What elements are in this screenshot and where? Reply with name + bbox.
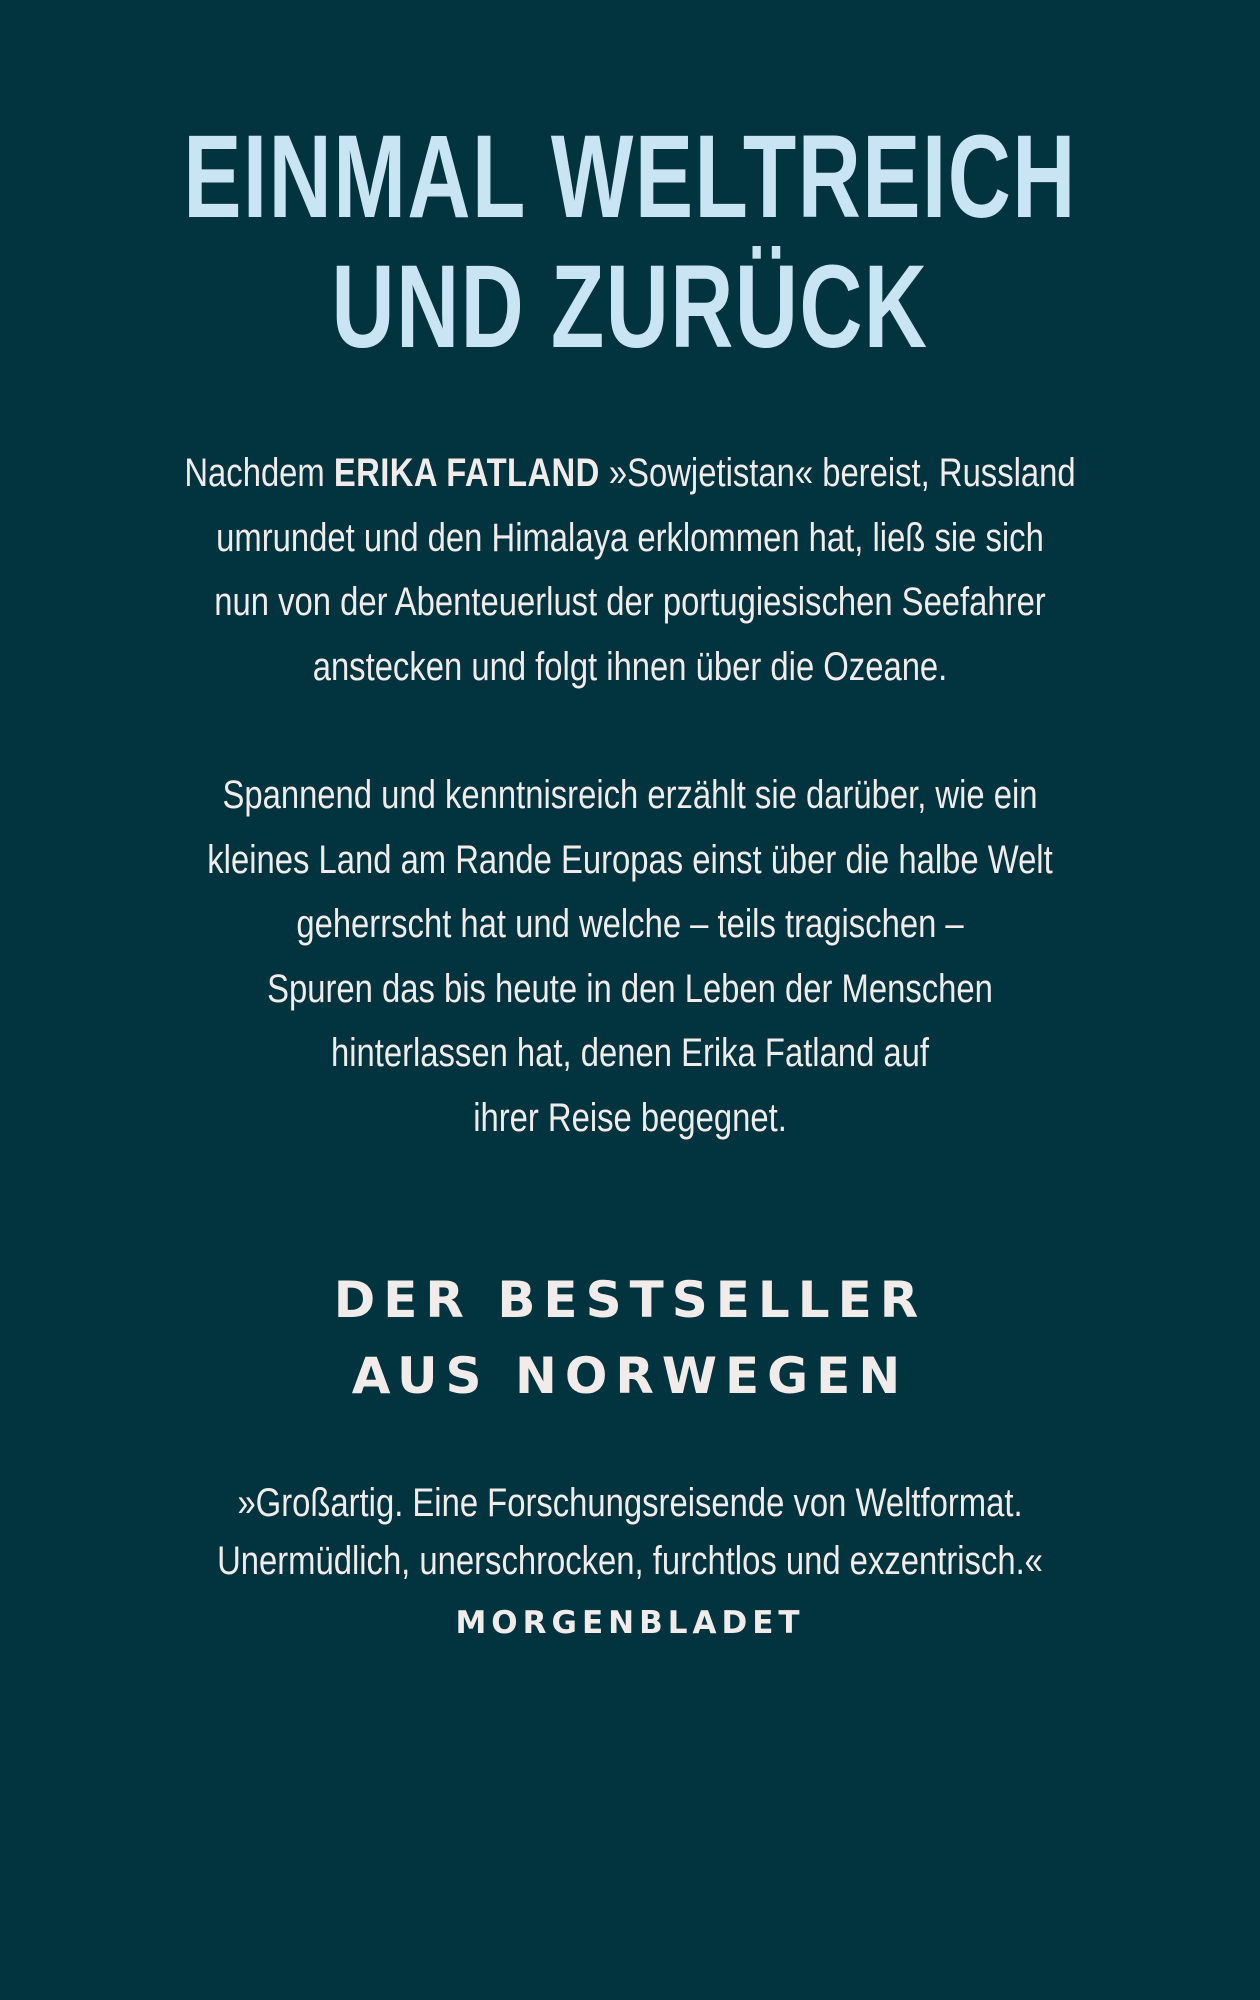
tagline-line-2: AUS NORWEGEN — [351, 1347, 909, 1405]
bestseller-tagline — [0, 1262, 1260, 1414]
description-text: »Sowjetistan« bereist, Russland — [599, 451, 1076, 495]
description-line: anstecken und folgt ihnen über die Ozeane. — [312, 644, 948, 689]
quote-line-1: »Großartig. Eine Forschungsreisende von Weltformat. — [237, 1481, 1023, 1525]
description-line: Spuren das bis heute in den Leben der Menschen — [267, 966, 993, 1011]
review-quote — [113, 1474, 1146, 1590]
description-paragraph-2 — [113, 763, 1146, 1150]
headline-line-1: EINMAL WELTREICH — [183, 111, 1077, 243]
description-line: nun von der Abenteuerlust der portugiesischen Seefahrer — [214, 580, 1046, 624]
review-source: MORGENBLADET — [455, 1605, 805, 1641]
description-text: Nachdem — [184, 451, 334, 495]
tagline-line-1: DER BESTSELLER — [333, 1271, 927, 1329]
headline-line-2: UND ZURÜCK — [331, 241, 929, 373]
description-line — [113, 441, 1146, 506]
description-line: geherrscht hat und welche – teils tragischen – — [296, 902, 964, 946]
author-name: ERIKA FATLAND — [333, 451, 600, 495]
description-line: ihrer Reise begegnet. — [473, 1095, 787, 1140]
description-line: umrundet und den Himalaya erklommen hat, ließ sie sich — [216, 515, 1044, 560]
headline — [164, 112, 1096, 372]
description-line: hinterlassen hat, denen Erika Fatland auf — [330, 1031, 930, 1075]
description-paragraph-1 — [113, 441, 1146, 699]
description-line: Spannend und kenntnisreich erzählt sie darüber, wie ein — [222, 773, 1038, 817]
description-line: kleines Land am Rande Europas einst über die halbe Welt — [207, 837, 1053, 882]
quote-line-2: Unermüdlich, unerschrocken, furchtlos und exzentrisch.« — [217, 1539, 1043, 1583]
